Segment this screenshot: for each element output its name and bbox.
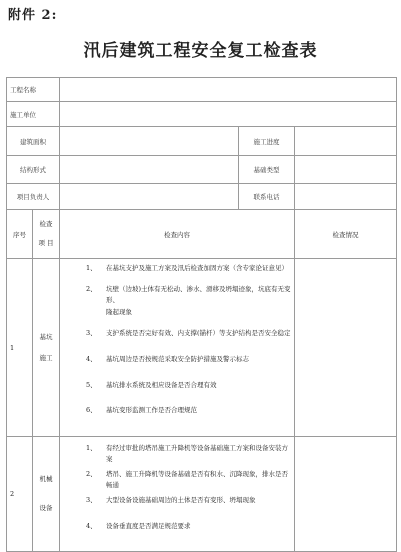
- section-items: [60, 437, 295, 552]
- page-title: 汛后建筑工程安全复工检查表: [83, 41, 318, 61]
- content-header: 检查内容: [60, 210, 295, 259]
- row-project-name: [7, 78, 397, 102]
- section-status-cell[interactable]: [295, 259, 397, 437]
- section-seq: 2: [7, 437, 33, 552]
- contact-phone-label: 联系电话: [239, 184, 295, 210]
- check-item-list: [86, 263, 294, 425]
- check-item-text: 有经过审批的塔吊施工升降机等设备基础施工方案和设备安装方案: [106, 444, 288, 463]
- row-construction-unit: [7, 102, 397, 127]
- check-item-text: 塔吊、施工升降机等设备基础是否有积水、沉降现象，排水是否畅通: [106, 470, 288, 489]
- foundation-type-value[interactable]: [295, 156, 397, 184]
- project-manager-value[interactable]: [60, 184, 239, 210]
- attachment-label: 附件 2:: [8, 8, 58, 23]
- check-item: [86, 263, 294, 284]
- foundation-type-label: 基础类型: [239, 156, 295, 184]
- check-item-text: 在基坑支护及施工方案及汛后检查加固方案（含专家论证意见）: [106, 264, 288, 272]
- check-item: [86, 354, 294, 380]
- item-header: [33, 210, 60, 259]
- building-area-value[interactable]: [60, 127, 239, 156]
- project-manager-label: 项目负责人: [7, 184, 60, 210]
- row-building-area: [7, 127, 397, 156]
- check-item-text: 基坑变形监测工作是否合理规范: [106, 406, 197, 414]
- construction-unit-label: 施工单位: [7, 102, 60, 127]
- construction-unit-value[interactable]: [60, 102, 397, 127]
- check-item-number: 5、: [86, 381, 97, 389]
- check-item-text: 基坑周边是否按规范采取安全防护措施及警示标志: [106, 355, 249, 363]
- check-item-number: 4、: [86, 355, 97, 363]
- check-item-list: [86, 443, 294, 541]
- building-area-label: 建筑面积: [7, 127, 60, 156]
- section-status-cell[interactable]: [295, 437, 397, 552]
- check-item-number: 1、: [86, 264, 97, 272]
- section-category-line2: 施工: [39, 353, 53, 362]
- structure-form-value[interactable]: [60, 156, 239, 184]
- row-structure-form: [7, 156, 397, 184]
- section-row-excavation: [7, 259, 397, 437]
- status-header: 检查情况: [295, 210, 397, 259]
- check-item-number: 4、: [86, 522, 97, 530]
- section-category-line1: 基坑: [39, 332, 53, 341]
- project-name-label: 工程名称: [7, 78, 60, 102]
- check-item: [86, 284, 294, 307]
- structure-form-label: 结构形式: [7, 156, 60, 184]
- check-item-number: 3、: [86, 329, 97, 337]
- check-item-number: 2、: [86, 285, 97, 293]
- check-item-number: 6、: [86, 406, 97, 414]
- check-item: [86, 328, 294, 354]
- check-item: [86, 307, 294, 328]
- section-seq: 1: [7, 259, 33, 437]
- check-item-number: 3、: [86, 496, 97, 504]
- check-item-text: 支护系统是否完好有效、内支撑(锚杆）等支护结构是否安全稳定: [106, 329, 291, 337]
- item-header-top: 检查: [39, 220, 53, 228]
- check-item: [86, 443, 294, 469]
- section-category-line1: 机械: [39, 475, 53, 483]
- row-project-manager: [7, 184, 397, 210]
- section-row-machinery: [7, 437, 397, 552]
- section-category: [33, 437, 60, 552]
- section-items: [60, 259, 295, 437]
- construction-progress-value[interactable]: [295, 127, 397, 156]
- check-item: [86, 469, 294, 495]
- item-header-bottom: 项 目: [38, 239, 54, 247]
- check-item-number: 1、: [86, 444, 97, 452]
- project-name-value[interactable]: [60, 78, 397, 102]
- check-item-number: 2、: [86, 470, 97, 478]
- check-item-number: [86, 307, 106, 328]
- section-category-line2: 设备: [39, 504, 53, 512]
- construction-progress-label: 施工进度: [239, 127, 295, 156]
- check-item-text: 基坑排水系统及相应设备是否合理有效: [106, 381, 217, 389]
- contact-phone-value[interactable]: [295, 184, 397, 210]
- check-item: [86, 380, 294, 405]
- check-item: [86, 405, 294, 425]
- column-header-row: [7, 210, 397, 259]
- check-item: [86, 495, 294, 521]
- check-item-text: 坑壁（边坡)土体有无松动、渗水、滑移及坍塌迹象，坑底有无变形、: [106, 285, 291, 304]
- check-item-text: 隆起现象: [106, 308, 132, 316]
- seq-header: 序号: [7, 210, 33, 259]
- check-item-text: 大型设备设施基础周边的土体是否有变形、坍塌现象: [106, 496, 256, 504]
- section-category: [33, 259, 60, 437]
- check-item: [86, 521, 294, 541]
- inspection-form-table: [6, 77, 397, 552]
- check-item-text: 设备垂直度是否满足规范要求: [106, 522, 191, 530]
